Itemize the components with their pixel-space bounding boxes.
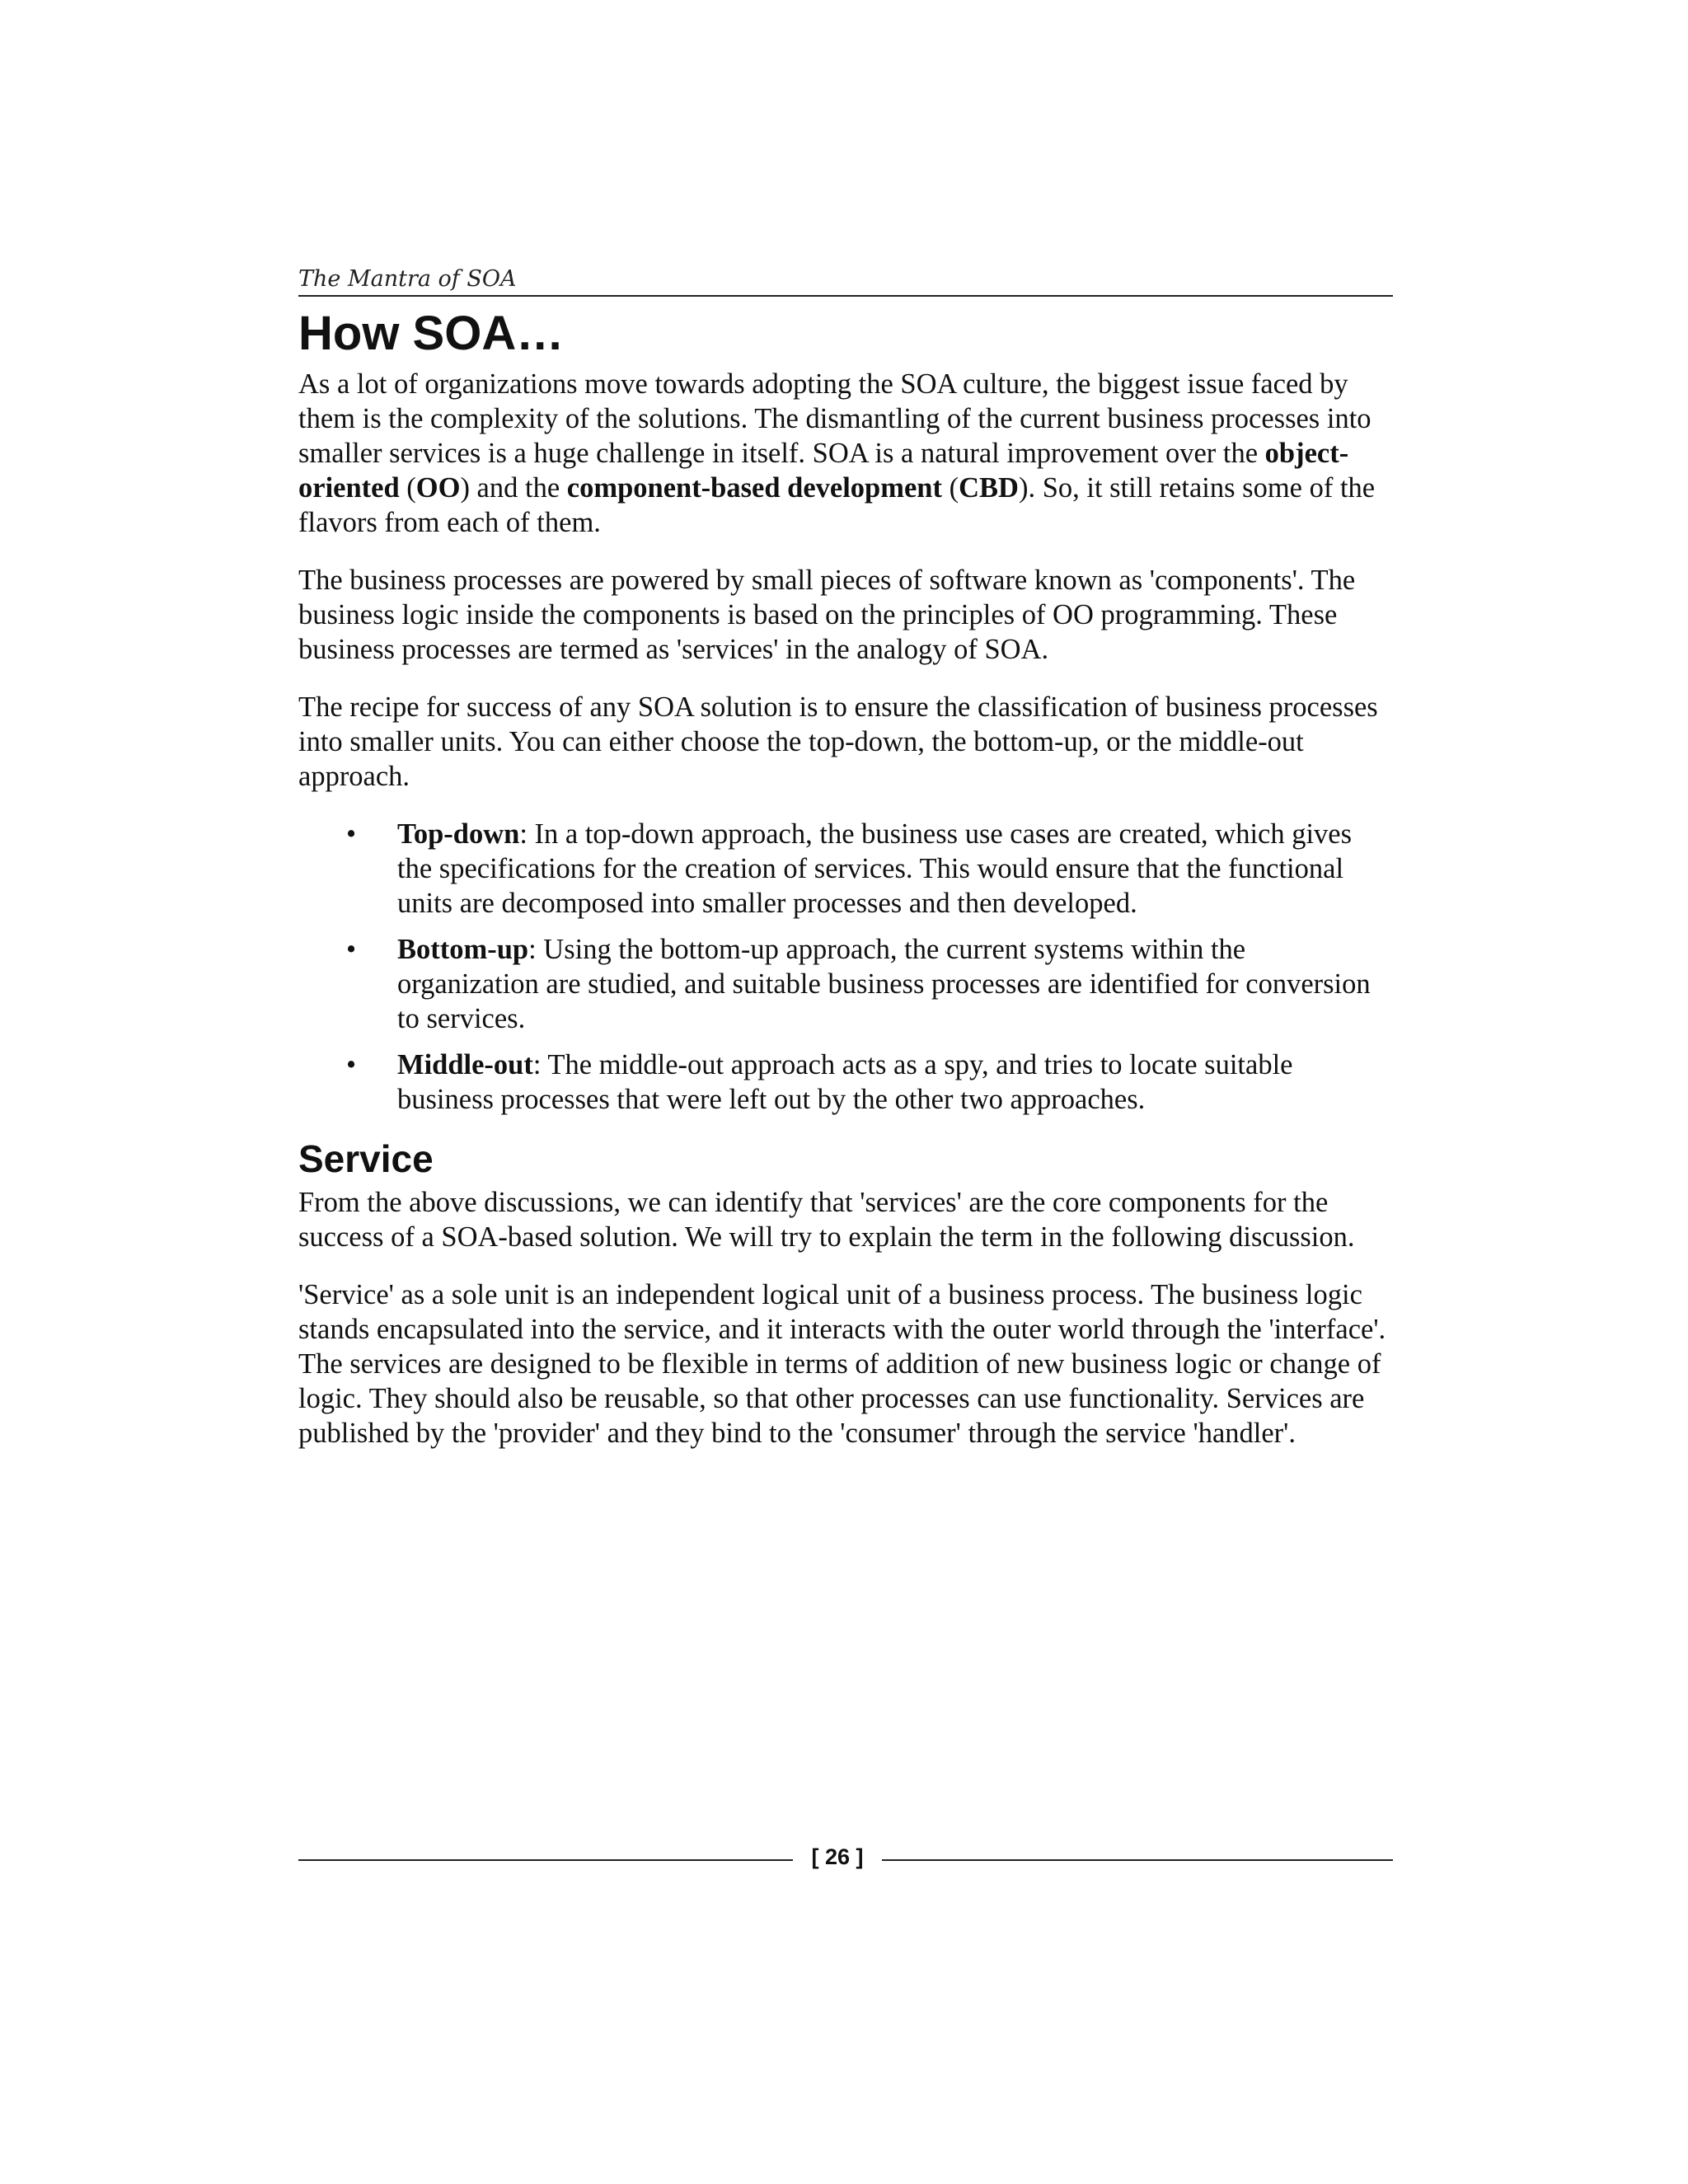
page-content (298, 307, 1393, 1474)
term-cbd: CBD (959, 471, 1019, 504)
approach-list (298, 817, 1393, 1117)
term-object-oriented: object-oriented (298, 437, 1349, 504)
intro-text-2: ( (399, 471, 416, 504)
paragraph-recipe: The recipe for success of any SOA solution is to ensure the classification of business processes into smaller units. You can either choose the top-down, the bottom-up, or the middle-out approach. (298, 691, 1378, 792)
bullet-icon: • (346, 933, 357, 965)
bullet-icon: • (346, 818, 357, 850)
footer-rule-right (882, 1859, 1393, 1861)
term-component-based-development: component-based development (566, 471, 942, 504)
intro-text-4: ( (941, 471, 959, 504)
intro-text-1: As a lot of organizations move towards adopting the SOA culture, the biggest issue faced by them is the complexity of the solutions. The dismantling of the current business processes into smaller services is a huge challenge in itself. SOA is a natural improvement over the (298, 368, 1372, 469)
book-page (298, 0, 1393, 2184)
paragraph-service-definition: 'Service' as a sole unit is an independent logical unit of a business process. The business logic stands encapsulated into the service, and it interacts with the outer world through the 'interface'. The services are designed to be flexible in terms of addition of new business logic or change of logic. They should also be reusable, so that other processes can use functionality. Services are published by the 'provider' and they bind to the 'consumer' through the service 'handler'. (298, 1278, 1386, 1449)
list-item-bottom-up (298, 932, 1393, 1036)
section-heading-service: Service (298, 1137, 434, 1180)
bullet-term: Top-down (397, 818, 520, 850)
footer-rule-left (298, 1859, 793, 1861)
bullet-text: : Using the bottom-up approach, the current systems within the organization are studied, and suitable business processes are identified for conversion to services. (397, 933, 1371, 1034)
intro-text-5: ). So, it still retains some of the flavors from each of them. (298, 471, 1376, 538)
paragraph-components: The business processes are powered by small pieces of software known as 'components'. The business logic inside the components is based on the principles of OO programming. These business processes are termed as 'services' in the analogy of SOA. (298, 564, 1356, 665)
bullet-term: Middle-out (397, 1048, 533, 1080)
section-heading-how-soa: How SOA… (298, 307, 565, 360)
running-header (298, 262, 1393, 297)
page-number: [ 26 ] (811, 1844, 864, 1869)
page-footer (298, 1843, 1393, 1876)
intro-text-3: ) and the (460, 471, 567, 504)
bullet-text: : In a top-down approach, the business use cases are created, which gives the specifications for the creation of services. This would ensure that the functional units are decomposed into smaller processes and then developed. (397, 818, 1353, 919)
bullet-text: : The middle-out approach acts as a spy, and tries to locate suitable business processes that were left out by the other two approaches. (397, 1048, 1293, 1115)
running-title: The Mantra of SOA (298, 266, 517, 292)
bullet-icon: • (346, 1048, 357, 1080)
list-item-middle-out (298, 1047, 1393, 1117)
bullet-term: Bottom-up (397, 933, 529, 965)
paragraph-service-intro: From the above discussions, we can identify that 'services' are the core components for the success of a SOA-based solution. We will try to explain the term in the following discussion. (298, 1186, 1355, 1253)
paragraph-intro (298, 367, 1393, 540)
term-oo: OO (415, 471, 461, 504)
list-item-top-down (298, 817, 1393, 921)
